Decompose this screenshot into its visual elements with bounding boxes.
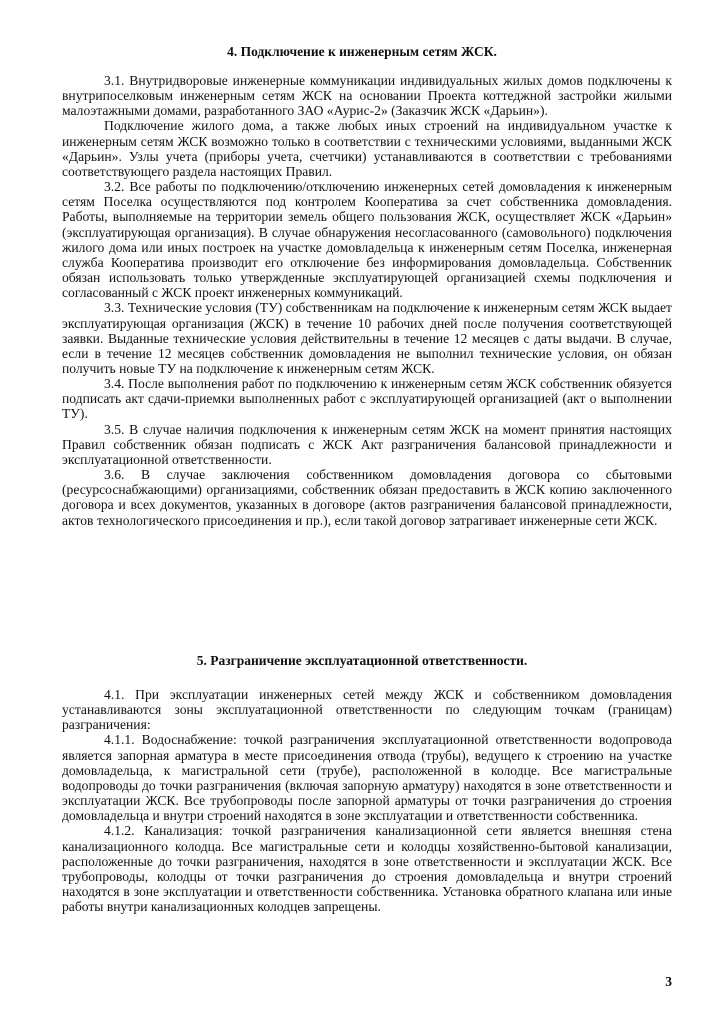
paragraph-4-1-2: 4.1.2. Канализация: точкой разграничения канализационной сети является внешняя стена канализационного колодца. Все магистральные сети и колодцы хозяйственно-бытовой канализации, расположенные до точки разграничения, находятся в зоне ответственности и эксплуатации ЖСК. Все трубопроводы, колодцы от точки разграничения до строения домовладельца и внутри строений находятся в зоне эксплуатации и ответственности собственника. Установка обратного клапана или иные работы внутри канализационных колодцев запрещены. xyxy=(62,823,672,915)
paragraph-3-1: 3.1. Внутридворовые инженерные коммуникации индивидуальных жилых домов подключены к внутрипоселковым инженерным сетям ЖСК на основании Проекта коттеджной застройки жилыми малоэтажными домами, разработанного ЗАО «Аурис-2» (Заказчик ЖСК «Дарьин»). xyxy=(62,73,672,119)
section-5-body xyxy=(62,687,672,914)
paragraph-3-4: 3.4. После выполнения работ по подключению к инженерным сетям ЖСК собственник обязуется подписать акт сдачи-приемки выполненных работ с эксплуатирующей организацией (акт о выполнении ТУ). xyxy=(62,376,672,422)
page-number: 3 xyxy=(665,974,672,989)
paragraph-3-6: 3.6. В случае заключения собственником домовладения договора со сбытовыми (ресурсоснабжающими) организациями, собственник обязан предоставить в ЖСК копию заключенного договора и всех документов, указанных в договоре (актов разграничения балансовой принадлежности, актов технологического присоединения и пр.), если такой договор затрагивает инженерные сети ЖСК. xyxy=(62,467,672,528)
section-4-heading: 4. Подключение к инженерным сетям ЖСК. xyxy=(227,44,497,59)
paragraph-4-1: 4.1. При эксплуатации инженерных сетей между ЖСК и собственником домовладения устанавливаются зоны эксплуатационной ответственности по следующим точкам (границам) разграничения: xyxy=(62,687,672,733)
paragraph-3-3: 3.3. Технические условия (ТУ) собственникам на подключение к инженерным сетям ЖСК выдает эксплуатирующая организация (ЖСК) в течение 10 рабочих дней после получения соответствующей заявки. Выданные технические условия действительны в течение 12 месяцев с даты выдачи. В случае, если в течение 12 месяцев собственник домовладения не выполнил технические условия, он обязан получить новые ТУ на подключение к инженерным сетям ЖСК. xyxy=(62,300,672,376)
section-5-heading: 5. Разграничение эксплуатационной ответственности. xyxy=(196,653,528,668)
section-4-body xyxy=(62,73,672,528)
paragraph-4-1-1: 4.1.1. Водоснабжение: точкой разграничения эксплуатационной ответственности водопровода является запорная арматура в месте присоединения отвода (трубы), ведущего к строению на участке домовладельца, к магистральной сети (трубе), расположенной в колодце. Все магистральные водопроводы до точки разграничения (включая запорную арматуру) находятся в зоне ответственности и эксплуатации ЖСК. Все трубопроводы после запорной арматуры от точки разграничения до строения домовладельца и внутри строений находятся в зоне эксплуатации и ответственности собственника. xyxy=(62,732,672,824)
paragraph-3-2: 3.2. Все работы по подключению/отключению инженерных сетей домовладения к инженерным сетям Поселка осуществляются под контролем Кооператива за счет собственника домовладения. Работы, выполняемые на территории земель общего пользования ЖСК, осуществляет ЖСК «Дарьин» (эксплуатирующая организация). В случае обнаружения несогласованного (самовольного) подключения жилого дома или иных построек на участке домовладельца к инженерным сетям Поселка, инженерная служба Кооператива производит его отключение без информирования домовладельца. Собственник обязан использовать только утвержденные эксплуатирующей организацией схемы подключения и согласованный с ЖСК проект инженерных коммуникаций. xyxy=(62,179,672,301)
paragraph-3-5: 3.5. В случае наличия подключения к инженерным сетям ЖСК на момент принятия настоящих Правил собственник обязан подписать с ЖСК Акт разграничения балансовой принадлежности и эксплуатационной ответственности. xyxy=(62,421,672,467)
paragraph-3-1-connection: Подключение жилого дома, а также любых иных строений на индивидуальном участке к инженерным сетям ЖСК возможно только в соответствии с техническими условиями, выданными ЖСК «Дарьин». Узлы учета (приборы учета, счетчики) устанавливаются в соответствии с требованиями соответствующего раздела настоящих Правил. xyxy=(62,118,672,179)
